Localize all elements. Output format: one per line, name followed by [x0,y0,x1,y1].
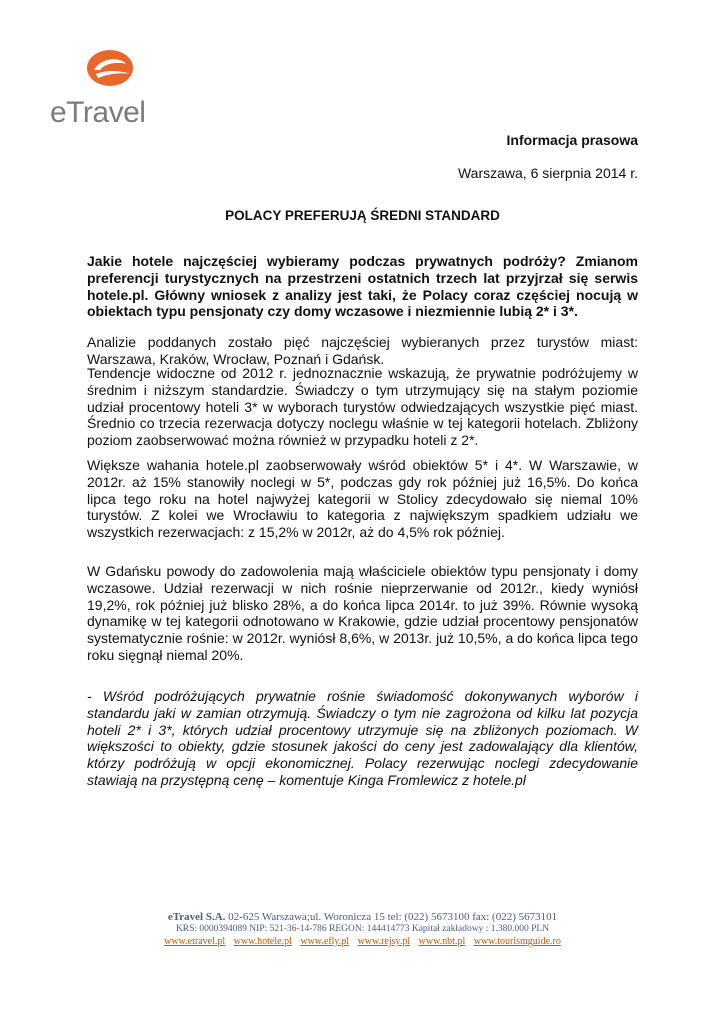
place-date: Warszawa, 6 sierpnia 2014 r. [457,165,638,181]
footer-link-tourismguide[interactable]: www.tourismguide.ro [473,936,561,947]
paragraph-trends: Tendencje widoczne od 2012 r. jednoznacznie wskazują, że prywatnie podróżujemy w średnim i niższym standardzie. Świadczy o tym utrzymujący się na stałym poziomie udział procentowy hoteli 3* w wyborach turystów odwiedzających wszystkie pięć miast. Średnio co trzecia rezerwacja dotyczy noclegu właśnie w tej kategorii hotelach. Zbliżony poziom zaobserwować można również w przypadku hoteli z 2*. [87,365,638,449]
lead-paragraph: Jakie hotele najczęściej wybieramy podczas prywatnych podróży? Zmianom preferencji turystycznych na przestrzeni ostatnich trzech lat przyjrzał się serwis hotele.pl. Główny wniosek z analizy jest taki, że Polacy coraz częściej nocują w obiektach typu pensjonaty czy domy wczasowe i niezmiennie lubią 2* i 3*. [87,253,638,320]
footer-link-etravel[interactable]: www.etravel.pl [164,936,226,947]
footer-link-hotele[interactable]: www.hotele.pl [233,936,292,947]
logo-wordmark: eTravel [50,96,146,129]
press-release-label: Informacja prasowa [506,132,638,148]
footer-link-rejsy[interactable]: www.rejsy.pl [357,936,411,947]
footer-link-nbt[interactable]: www.nbt.pl [418,936,466,947]
footer-company: eTravel S.A. [167,911,226,923]
quote-paragraph: - Wśród podróżujących prywatnie rośnie świadomość dokonywanych wyborów i standardu jaki w zamian otrzymują. Świadczy o tym nie zagrożona od kilku lat pozycja hoteli 2* i 3*, których udział procentowy utrzymuje się na zbliżonych poziomach. W większości to obiekty, gdzie stosunek jakości do ceny jest zadowalający dla klientów, którzy podróżują w opcji ekonomicznej. Polacy rezerwując noclegi zdecydowanie stawiają na przystępną cenę – komentuje Kinga Fromlewicz z hotele.pl [87,688,638,788]
footer-link-efly[interactable]: www.efly.pl [300,936,350,947]
paragraph-gdansk: W Gdańsku powody do zadowolenia mają właściciele obiektów typu pensjonaty i domy wczasowe. Udział rezerwacji w nich rośnie nieprzerwanie od 2012r., kiedy wyniósł 19,2%, rok później już blisko 28%, a do końca lipca 2014r. to już 39%. Równie wysoką dynamikę w tej kategorii odnotowano w Krakowie, gdzie udział procentowy pensjonatów systematycznie rośnie: w 2012r. wyniósł 8,6%, w 2013r. już 10,5%, a do końca lipca tego roku sięgnął niemal 20%. [87,563,638,663]
footer-links [0,936,725,947]
paragraph-premium: Większe wahania hotele.pl zaobserwowały wśród obiektów 5* i 4*. W Warszawie, w 2012r. aż 15% stanowiły noclegi w 5*, podczas gdy rok później już 16,5%. Do końca lipca tego roku na hotel najwyżej kategorii w Stolicy zdecydowało się niemal 10% turystów. Z kolei we Wrocławiu to kategoria z największym spadkiem udziału we wszystkich rezerwacjach: z 15,2% w 2012r, aż do 4,5% rok później. [87,457,638,541]
footer-address: 02-625 Warszawa;ul. Woronicza 15 tel: (022) 5673100 fax: (022) 5673101 [228,911,558,923]
etravel-logo [50,48,170,128]
paragraph-cities: Analizie poddanych zostało pięć najczęściej wybieranych przez turystów miast: Warszawa, Kraków, Wrocław, Poznań i Gdańsk. [87,334,638,367]
etravel-swoosh-icon [50,48,170,98]
footer-address-line [0,911,725,923]
page-title: POLACY PREFERUJĄ ŚREDNI STANDARD [225,208,500,223]
footer-registry: KRS: 0000394089 NIP: 521-36-14-786 REGON: 144414773 Kapitał zakładowy : 1.380.000 PLN [175,924,550,934]
